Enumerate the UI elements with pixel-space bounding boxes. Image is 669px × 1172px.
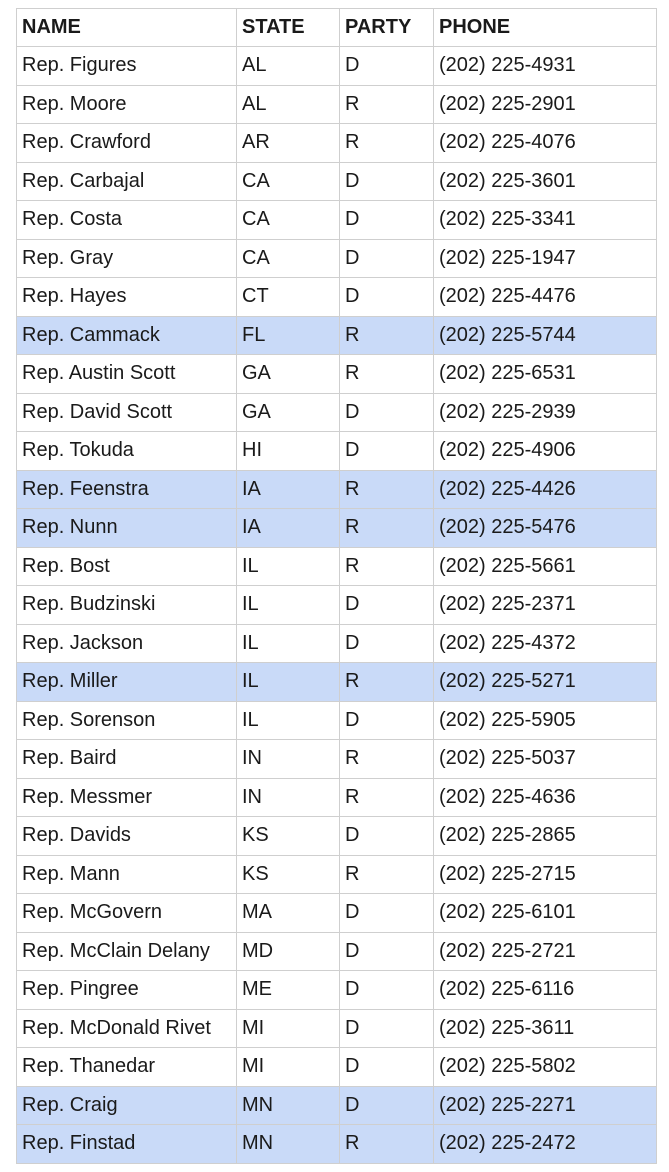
table-row	[17, 355, 657, 394]
cell-name: Rep. Sorenson	[17, 701, 237, 740]
cell-phone: (202) 225-1947	[434, 239, 657, 278]
cell-name: Rep. Costa	[17, 201, 237, 240]
table-row	[17, 1125, 657, 1164]
cell-state: CA	[237, 162, 340, 201]
table-row	[17, 85, 657, 124]
cell-state: IA	[237, 509, 340, 548]
cell-party: R	[340, 509, 434, 548]
cell-name: Rep. Gray	[17, 239, 237, 278]
cell-party: D	[340, 701, 434, 740]
column-header-name: NAME	[17, 9, 237, 47]
cell-phone: (202) 225-4931	[434, 47, 657, 86]
table-row	[17, 393, 657, 432]
column-header-state: STATE	[237, 9, 340, 47]
cell-name: Rep. Davids	[17, 817, 237, 856]
table-row	[17, 278, 657, 317]
cell-name: Rep. Jackson	[17, 624, 237, 663]
cell-state: FL	[237, 316, 340, 355]
cell-name: Rep. Thanedar	[17, 1048, 237, 1087]
table-row	[17, 932, 657, 971]
representatives-table	[16, 8, 657, 1164]
cell-name: Rep. Hayes	[17, 278, 237, 317]
cell-state: CA	[237, 201, 340, 240]
header-row	[17, 9, 657, 47]
cell-party: R	[340, 855, 434, 894]
cell-party: R	[340, 740, 434, 779]
cell-name: Rep. Craig	[17, 1086, 237, 1125]
column-header-phone: PHONE	[434, 9, 657, 47]
cell-name: Rep. Nunn	[17, 509, 237, 548]
cell-name: Rep. Finstad	[17, 1125, 237, 1164]
cell-phone: (202) 225-5271	[434, 663, 657, 702]
cell-state: IL	[237, 586, 340, 625]
cell-name: Rep. Austin Scott	[17, 355, 237, 394]
cell-party: R	[340, 547, 434, 586]
cell-party: D	[340, 624, 434, 663]
cell-state: GA	[237, 355, 340, 394]
cell-state: KS	[237, 855, 340, 894]
cell-party: D	[340, 162, 434, 201]
table-row	[17, 239, 657, 278]
cell-state: IA	[237, 470, 340, 509]
table-row	[17, 701, 657, 740]
cell-state: ME	[237, 971, 340, 1010]
cell-phone: (202) 225-2901	[434, 85, 657, 124]
cell-phone: (202) 225-4426	[434, 470, 657, 509]
cell-state: MN	[237, 1125, 340, 1164]
cell-phone: (202) 225-3611	[434, 1009, 657, 1048]
cell-party: R	[340, 85, 434, 124]
table-row	[17, 1086, 657, 1125]
cell-phone: (202) 225-5744	[434, 316, 657, 355]
cell-phone: (202) 225-4476	[434, 278, 657, 317]
cell-phone: (202) 225-4372	[434, 624, 657, 663]
cell-phone: (202) 225-5037	[434, 740, 657, 779]
cell-party: D	[340, 239, 434, 278]
cell-phone: (202) 225-2721	[434, 932, 657, 971]
cell-party: R	[340, 316, 434, 355]
cell-party: R	[340, 663, 434, 702]
cell-state: HI	[237, 432, 340, 471]
table-row	[17, 740, 657, 779]
cell-state: IN	[237, 778, 340, 817]
cell-name: Rep. Baird	[17, 740, 237, 779]
cell-name: Rep. Figures	[17, 47, 237, 86]
cell-state: MI	[237, 1048, 340, 1087]
table-row	[17, 663, 657, 702]
table-row	[17, 201, 657, 240]
cell-phone: (202) 225-3341	[434, 201, 657, 240]
table-row	[17, 855, 657, 894]
cell-phone: (202) 225-5905	[434, 701, 657, 740]
cell-state: CA	[237, 239, 340, 278]
cell-name: Rep. Pingree	[17, 971, 237, 1010]
cell-name: Rep. Crawford	[17, 124, 237, 163]
cell-party: D	[340, 432, 434, 471]
cell-state: KS	[237, 817, 340, 856]
cell-state: IL	[237, 663, 340, 702]
cell-phone: (202) 225-5802	[434, 1048, 657, 1087]
cell-party: D	[340, 971, 434, 1010]
cell-name: Rep. Tokuda	[17, 432, 237, 471]
cell-party: R	[340, 778, 434, 817]
cell-party: D	[340, 586, 434, 625]
cell-phone: (202) 225-4906	[434, 432, 657, 471]
cell-name: Rep. Cammack	[17, 316, 237, 355]
cell-phone: (202) 225-3601	[434, 162, 657, 201]
cell-phone: (202) 225-2865	[434, 817, 657, 856]
table-row	[17, 316, 657, 355]
table-row	[17, 1048, 657, 1087]
cell-state: MN	[237, 1086, 340, 1125]
table-row	[17, 1009, 657, 1048]
cell-name: Rep. Messmer	[17, 778, 237, 817]
cell-party: D	[340, 932, 434, 971]
cell-phone: (202) 225-2371	[434, 586, 657, 625]
table-row	[17, 971, 657, 1010]
table-row	[17, 624, 657, 663]
cell-name: Rep. Bost	[17, 547, 237, 586]
cell-phone: (202) 225-2271	[434, 1086, 657, 1125]
cell-state: AL	[237, 85, 340, 124]
cell-state: MA	[237, 894, 340, 933]
table-row	[17, 586, 657, 625]
cell-state: IL	[237, 624, 340, 663]
table-row	[17, 817, 657, 856]
cell-party: D	[340, 1009, 434, 1048]
cell-name: Rep. McGovern	[17, 894, 237, 933]
column-header-party: PARTY	[340, 9, 434, 47]
table-row	[17, 124, 657, 163]
table-row	[17, 509, 657, 548]
cell-state: IL	[237, 547, 340, 586]
cell-state: IN	[237, 740, 340, 779]
table-row	[17, 778, 657, 817]
cell-party: D	[340, 47, 434, 86]
cell-name: Rep. Moore	[17, 85, 237, 124]
cell-party: R	[340, 470, 434, 509]
table-row	[17, 432, 657, 471]
cell-party: D	[340, 278, 434, 317]
cell-state: GA	[237, 393, 340, 432]
table-row	[17, 547, 657, 586]
cell-state: IL	[237, 701, 340, 740]
table-row	[17, 162, 657, 201]
cell-name: Rep. David Scott	[17, 393, 237, 432]
cell-phone: (202) 225-2715	[434, 855, 657, 894]
table-row	[17, 894, 657, 933]
cell-state: AL	[237, 47, 340, 86]
cell-party: D	[340, 393, 434, 432]
cell-party: D	[340, 817, 434, 856]
cell-name: Rep. Carbajal	[17, 162, 237, 201]
cell-phone: (202) 225-5661	[434, 547, 657, 586]
cell-name: Rep. Feenstra	[17, 470, 237, 509]
cell-party: D	[340, 1048, 434, 1087]
cell-phone: (202) 225-4636	[434, 778, 657, 817]
cell-state: MI	[237, 1009, 340, 1048]
cell-phone: (202) 225-2939	[434, 393, 657, 432]
cell-phone: (202) 225-6531	[434, 355, 657, 394]
cell-phone: (202) 225-5476	[434, 509, 657, 548]
cell-party: D	[340, 894, 434, 933]
cell-party: R	[340, 1125, 434, 1164]
cell-name: Rep. Mann	[17, 855, 237, 894]
cell-party: D	[340, 1086, 434, 1125]
cell-phone: (202) 225-2472	[434, 1125, 657, 1164]
table-row	[17, 47, 657, 86]
cell-party: R	[340, 355, 434, 394]
cell-name: Rep. McDonald Rivet	[17, 1009, 237, 1048]
cell-name: Rep. Miller	[17, 663, 237, 702]
cell-party: R	[340, 124, 434, 163]
cell-state: CT	[237, 278, 340, 317]
cell-name: Rep. Budzinski	[17, 586, 237, 625]
cell-state: MD	[237, 932, 340, 971]
table-row	[17, 470, 657, 509]
cell-name: Rep. McClain Delany	[17, 932, 237, 971]
cell-party: D	[340, 201, 434, 240]
cell-phone: (202) 225-6116	[434, 971, 657, 1010]
cell-phone: (202) 225-6101	[434, 894, 657, 933]
cell-phone: (202) 225-4076	[434, 124, 657, 163]
cell-state: AR	[237, 124, 340, 163]
